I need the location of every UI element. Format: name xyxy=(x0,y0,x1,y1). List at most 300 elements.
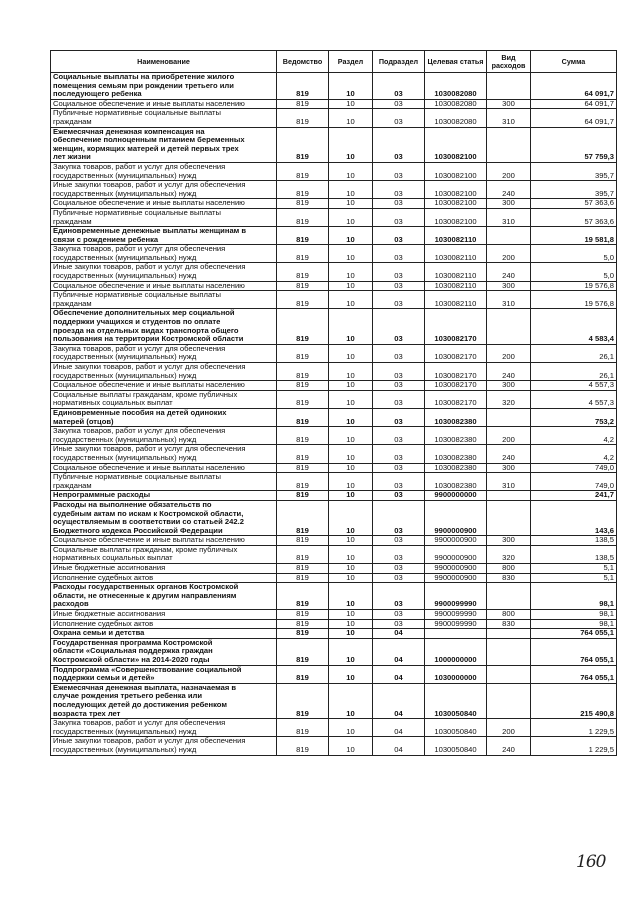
cell-subsection: 04 xyxy=(373,665,425,683)
cell-name-line: Исполнение судебных актов xyxy=(53,619,154,628)
cell-section: 10 xyxy=(329,309,373,344)
table-row xyxy=(51,109,617,127)
cell-section: 10 xyxy=(329,73,373,100)
cell-section: 10 xyxy=(329,564,373,574)
cell-name-line: нормативных социальных выплат xyxy=(53,398,173,408)
cell-name-line: Закупка товаров, работ и услуг для обеспечения xyxy=(53,426,226,436)
cell-subsection: 03 xyxy=(373,463,425,473)
cell-department: 819 xyxy=(277,610,329,620)
cell-expense-type: 240 xyxy=(487,445,531,463)
table-row xyxy=(51,99,617,109)
cell-name-line: гражданам xyxy=(53,480,92,490)
header-sum: Сумма xyxy=(531,51,617,73)
cell-expense-type xyxy=(487,583,531,610)
cell-subsection: 03 xyxy=(373,227,425,245)
cell-target-item: 1030082110 xyxy=(425,281,487,291)
cell-name-line: государственных (муниципальных) нужд xyxy=(53,188,197,198)
cell-expense-type: 240 xyxy=(487,263,531,281)
cell-name-line: государственных (муниципальных) нужд xyxy=(53,252,197,262)
cell-name-line: Закупка товаров, работ и услуг для обеспечения xyxy=(53,244,226,254)
cell-section: 10 xyxy=(329,381,373,391)
cell-expense-type xyxy=(487,665,531,683)
cell-name-line: Ежемесячная денежная выплата, назначаемая в xyxy=(53,683,237,692)
cell-sum: 5,0 xyxy=(531,263,617,281)
cell-name-line: Иные закупки товаров, работ и услуг для обеспечения xyxy=(53,180,246,190)
cell-sum: 57 759,3 xyxy=(531,127,617,162)
table-row xyxy=(51,583,617,610)
cell-subsection: 03 xyxy=(373,281,425,291)
cell-name-line: Публичные нормативные социальные выплаты xyxy=(53,108,221,118)
cell-target-item: 1000000000 xyxy=(425,638,487,665)
cell-section: 10 xyxy=(329,638,373,665)
cell-expense-type: 300 xyxy=(487,536,531,546)
table-row xyxy=(51,162,617,180)
cell-name-line: женщин, кормящих матерей и детей первых трех xyxy=(53,143,239,153)
table-row xyxy=(51,500,617,535)
header-subsection: Подраздел xyxy=(373,51,425,73)
cell-name-line: Обеспечение дополнительных мер социальной xyxy=(53,308,235,318)
cell-subsection: 03 xyxy=(373,473,425,491)
cell-section: 10 xyxy=(329,427,373,445)
cell-subsection: 03 xyxy=(373,491,425,501)
cell-name xyxy=(51,227,277,245)
table-row xyxy=(51,473,617,491)
cell-name-line: Публичные нормативные социальные выплаты xyxy=(53,290,221,300)
cell-target-item: 1030082110 xyxy=(425,263,487,281)
cell-expense-type: 300 xyxy=(487,463,531,473)
cell-subsection: 03 xyxy=(373,99,425,109)
cell-name xyxy=(51,162,277,180)
table-row xyxy=(51,381,617,391)
cell-name-line: Единовременные пособия на детей одиноких xyxy=(53,408,227,417)
cell-target-item: 1030082170 xyxy=(425,381,487,391)
cell-section: 10 xyxy=(329,463,373,473)
table-row xyxy=(51,181,617,199)
cell-target-item: 9900000900 xyxy=(425,573,487,583)
cell-section: 10 xyxy=(329,344,373,362)
cell-expense-type: 300 xyxy=(487,199,531,209)
cell-expense-type xyxy=(487,491,531,501)
cell-name xyxy=(51,500,277,535)
cell-name-line: Иные закупки товаров, работ и услуг для обеспечения xyxy=(53,736,246,746)
cell-name xyxy=(51,629,277,639)
cell-target-item: 1030082100 xyxy=(425,181,487,199)
cell-subsection: 03 xyxy=(373,181,425,199)
cell-department: 819 xyxy=(277,491,329,501)
cell-target-item: 1030050840 xyxy=(425,719,487,737)
cell-subsection: 03 xyxy=(373,408,425,426)
table-row xyxy=(51,245,617,263)
cell-name-line: Бюджетного кодекса Российской Федерации xyxy=(53,525,223,535)
header-section: Раздел xyxy=(329,51,373,73)
cell-target-item: 9900000000 xyxy=(425,491,487,501)
cell-sum: 4 557,3 xyxy=(531,381,617,391)
cell-name-line: государственных (муниципальных) нужд xyxy=(53,352,197,362)
cell-department: 819 xyxy=(277,245,329,263)
cell-name-line: Социальные выплаты на приобретение жилого xyxy=(53,72,235,81)
cell-section: 10 xyxy=(329,665,373,683)
cell-department: 819 xyxy=(277,583,329,610)
cell-name-line: обеспечение полноценным питанием беременных xyxy=(53,135,245,145)
cell-section: 10 xyxy=(329,263,373,281)
cell-name-line: государственных (муниципальных) нужд xyxy=(53,271,197,281)
cell-section: 10 xyxy=(329,445,373,463)
cell-sum: 64 091,7 xyxy=(531,99,617,109)
cell-name xyxy=(51,427,277,445)
cell-expense-type: 200 xyxy=(487,245,531,263)
cell-section: 10 xyxy=(329,500,373,535)
cell-department: 819 xyxy=(277,463,329,473)
cell-name-line: последующего ребенка xyxy=(53,89,142,99)
cell-subsection: 03 xyxy=(373,427,425,445)
cell-department: 819 xyxy=(277,445,329,463)
cell-target-item: 1030082380 xyxy=(425,463,487,473)
cell-name-line: матерей (отцов) xyxy=(53,416,114,426)
cell-name xyxy=(51,619,277,629)
cell-name-line: Расходы государственных органов Костромской xyxy=(53,582,239,592)
table-row xyxy=(51,281,617,291)
cell-name xyxy=(51,445,277,463)
cell-subsection: 03 xyxy=(373,291,425,309)
table-row xyxy=(51,291,617,309)
cell-expense-type: 800 xyxy=(487,564,531,574)
cell-target-item: 1030082380 xyxy=(425,427,487,445)
cell-name xyxy=(51,610,277,620)
cell-department: 819 xyxy=(277,473,329,491)
cell-expense-type: 240 xyxy=(487,737,531,755)
cell-name-line: государственных (муниципальных) нужд xyxy=(53,726,197,736)
cell-name xyxy=(51,583,277,610)
cell-target-item: 1030082170 xyxy=(425,344,487,362)
cell-name-line: Публичные нормативные социальные выплаты xyxy=(53,472,221,482)
cell-target-item: 9900000900 xyxy=(425,545,487,563)
cell-name xyxy=(51,291,277,309)
cell-sum: 395,7 xyxy=(531,181,617,199)
cell-target-item: 1030082080 xyxy=(425,99,487,109)
cell-name xyxy=(51,573,277,583)
cell-target-item: 1030082110 xyxy=(425,291,487,309)
cell-subsection: 03 xyxy=(373,500,425,535)
cell-subsection: 03 xyxy=(373,536,425,546)
cell-name-line: Государственная программа Костромской xyxy=(53,638,213,647)
cell-target-item: 1030082080 xyxy=(425,73,487,100)
cell-expense-type xyxy=(487,227,531,245)
cell-sum: 1 229,5 xyxy=(531,719,617,737)
cell-name-line: Подпрограмма «Совершенствование социальной xyxy=(53,665,242,674)
cell-target-item: 1030082080 xyxy=(425,109,487,127)
header-name: Наименование xyxy=(51,51,277,73)
cell-expense-type: 310 xyxy=(487,291,531,309)
table-row xyxy=(51,638,617,665)
cell-sum: 143,6 xyxy=(531,500,617,535)
cell-sum: 5,0 xyxy=(531,245,617,263)
cell-section: 10 xyxy=(329,208,373,226)
page-number: 160 xyxy=(576,852,606,872)
cell-name-line: Иные закупки товаров, работ и услуг для обеспечения xyxy=(53,262,246,272)
cell-expense-type: 300 xyxy=(487,99,531,109)
cell-subsection: 03 xyxy=(373,199,425,209)
cell-name-line: гражданам xyxy=(53,298,92,308)
cell-sum: 1 229,5 xyxy=(531,737,617,755)
cell-subsection: 04 xyxy=(373,638,425,665)
cell-name-line: поддержки учащихся и студентов по оплате xyxy=(53,317,221,327)
table-row xyxy=(51,390,617,408)
table-row xyxy=(51,309,617,344)
cell-name-line: Непрограммные расходы xyxy=(53,490,151,500)
cell-name-line: государственных (муниципальных) нужд xyxy=(53,452,197,462)
cell-department: 819 xyxy=(277,638,329,665)
cell-target-item: 1030082380 xyxy=(425,473,487,491)
cell-target-item: 1030082380 xyxy=(425,445,487,463)
cell-target-item: 1030082100 xyxy=(425,208,487,226)
cell-name-line: проезда на отдельных видах транспорта общего xyxy=(53,325,239,335)
cell-name-line: Единовременные денежные выплаты женщинам в xyxy=(53,226,247,236)
cell-subsection: 03 xyxy=(373,390,425,408)
table-row xyxy=(51,573,617,583)
cell-sum: 4 583,4 xyxy=(531,309,617,344)
cell-name-line: Охрана семьи и детства xyxy=(53,628,145,638)
cell-name-line: Иные бюджетные ассигнования xyxy=(53,609,166,619)
cell-sum: 98,1 xyxy=(531,619,617,629)
cell-subsection: 03 xyxy=(373,583,425,610)
cell-name-line: пользования на территории Костромской области xyxy=(53,334,244,344)
cell-name-line: Социальные выплаты гражданам, кроме публичных xyxy=(53,545,238,554)
cell-name xyxy=(51,281,277,291)
cell-target-item: 1030082100 xyxy=(425,127,487,162)
cell-sum: 5,1 xyxy=(531,573,617,583)
cell-subsection: 03 xyxy=(373,545,425,563)
cell-department: 819 xyxy=(277,573,329,583)
table-row xyxy=(51,536,617,546)
cell-sum: 19 576,8 xyxy=(531,291,617,309)
table-row xyxy=(51,263,617,281)
cell-target-item: 1030082100 xyxy=(425,199,487,209)
cell-name-line: возраста трех лет xyxy=(53,708,121,718)
cell-name-line: Ежемесячная денежная компенсация на xyxy=(53,127,205,136)
cell-name-line: Публичные нормативные социальные выплаты xyxy=(53,208,221,217)
cell-section: 10 xyxy=(329,363,373,381)
cell-subsection: 04 xyxy=(373,629,425,639)
cell-section: 10 xyxy=(329,245,373,263)
cell-subsection: 03 xyxy=(373,573,425,583)
cell-target-item: 1030050840 xyxy=(425,737,487,755)
cell-name-line: лет жизни xyxy=(53,152,91,162)
cell-expense-type: 320 xyxy=(487,390,531,408)
cell-sum: 395,7 xyxy=(531,162,617,180)
cell-section: 10 xyxy=(329,536,373,546)
cell-section: 10 xyxy=(329,737,373,755)
cell-name xyxy=(51,263,277,281)
cell-sum: 57 363,6 xyxy=(531,199,617,209)
cell-department: 819 xyxy=(277,99,329,109)
cell-name-line: гражданам xyxy=(53,116,92,126)
cell-expense-type: 830 xyxy=(487,573,531,583)
cell-expense-type: 320 xyxy=(487,545,531,563)
cell-sum: 764 055,1 xyxy=(531,638,617,665)
table-row xyxy=(51,629,617,639)
cell-name-line: Иные бюджетные ассигнования xyxy=(53,563,166,573)
cell-name-line: поддержки семьи и детей» xyxy=(53,673,155,683)
cell-name xyxy=(51,127,277,162)
cell-name-line: Закупка товаров, работ и услуг для обеспечения xyxy=(53,162,226,171)
cell-target-item: 9900099990 xyxy=(425,610,487,620)
cell-name xyxy=(51,665,277,683)
cell-name xyxy=(51,99,277,109)
cell-name-line: Костромской области» на 2014-2020 годы xyxy=(53,655,210,664)
cell-department: 819 xyxy=(277,500,329,535)
cell-name-line: последующих детей до достижения ребенком xyxy=(53,699,227,709)
cell-name-line: Социальные выплаты гражданам, кроме публичных xyxy=(53,390,238,399)
table-row xyxy=(51,564,617,574)
cell-expense-type: 310 xyxy=(487,208,531,226)
cell-name xyxy=(51,181,277,199)
cell-section: 10 xyxy=(329,109,373,127)
cell-name xyxy=(51,638,277,665)
cell-target-item: 9900099990 xyxy=(425,583,487,610)
cell-expense-type: 300 xyxy=(487,381,531,391)
cell-department: 819 xyxy=(277,408,329,426)
cell-section: 10 xyxy=(329,719,373,737)
cell-sum: 764 055,1 xyxy=(531,629,617,639)
cell-department: 819 xyxy=(277,619,329,629)
cell-sum: 764 055,1 xyxy=(531,665,617,683)
cell-department: 819 xyxy=(277,344,329,362)
cell-department: 819 xyxy=(277,536,329,546)
table-row xyxy=(51,683,617,718)
cell-target-item: 1030050840 xyxy=(425,683,487,718)
cell-section: 10 xyxy=(329,573,373,583)
cell-name-line: области «Социальная поддержка граждан xyxy=(53,646,213,656)
cell-expense-type xyxy=(487,629,531,639)
table-row xyxy=(51,344,617,362)
cell-name-line: Социальное обеспечение и иные выплаты населению xyxy=(53,535,245,545)
cell-sum: 98,1 xyxy=(531,583,617,610)
cell-section: 10 xyxy=(329,629,373,639)
table-row xyxy=(51,545,617,563)
cell-sum: 138,5 xyxy=(531,545,617,563)
cell-expense-type: 200 xyxy=(487,344,531,362)
cell-sum: 4,2 xyxy=(531,445,617,463)
cell-name-line: Иные закупки товаров, работ и услуг для обеспечения xyxy=(53,444,246,454)
cell-expense-type: 200 xyxy=(487,162,531,180)
cell-section: 10 xyxy=(329,683,373,718)
cell-subsection: 03 xyxy=(373,610,425,620)
cell-sum: 64 091,7 xyxy=(531,109,617,127)
table-row xyxy=(51,445,617,463)
cell-name xyxy=(51,109,277,127)
table-row xyxy=(51,610,617,620)
cell-expense-type xyxy=(487,638,531,665)
cell-name xyxy=(51,344,277,362)
cell-name-line: государственных (муниципальных) нужд xyxy=(53,170,197,180)
cell-expense-type xyxy=(487,500,531,535)
cell-department: 819 xyxy=(277,227,329,245)
cell-subsection: 03 xyxy=(373,73,425,100)
cell-name xyxy=(51,564,277,574)
cell-expense-type xyxy=(487,309,531,344)
header-department: Ведомство xyxy=(277,51,329,73)
cell-target-item: 1030082110 xyxy=(425,227,487,245)
cell-department: 819 xyxy=(277,545,329,563)
cell-expense-type xyxy=(487,127,531,162)
cell-name xyxy=(51,199,277,209)
cell-name-line: нормативных социальных выплат xyxy=(53,553,173,563)
cell-subsection: 03 xyxy=(373,445,425,463)
cell-department: 819 xyxy=(277,199,329,209)
table-row xyxy=(51,619,617,629)
cell-name-line: Социальное обеспечение и иные выплаты населению xyxy=(53,463,245,472)
cell-subsection: 03 xyxy=(373,109,425,127)
cell-name-line: гражданам xyxy=(53,216,92,226)
cell-department: 819 xyxy=(277,665,329,683)
cell-name-line: государственных (муниципальных) нужд xyxy=(53,434,197,444)
cell-section: 10 xyxy=(329,619,373,629)
cell-section: 10 xyxy=(329,99,373,109)
cell-section: 10 xyxy=(329,199,373,209)
cell-name xyxy=(51,208,277,226)
cell-subsection: 03 xyxy=(373,127,425,162)
cell-target-item: 1030082170 xyxy=(425,309,487,344)
table-row xyxy=(51,73,617,100)
table-row xyxy=(51,363,617,381)
cell-department: 819 xyxy=(277,263,329,281)
budget-table-sheet xyxy=(50,50,616,756)
cell-name-line: Закупка товаров, работ и услуг для обеспечения xyxy=(53,718,226,728)
cell-department: 819 xyxy=(277,629,329,639)
header-target-item: Целевая статья xyxy=(425,51,487,73)
cell-section: 10 xyxy=(329,583,373,610)
cell-sum: 26,1 xyxy=(531,344,617,362)
cell-department: 819 xyxy=(277,363,329,381)
cell-section: 10 xyxy=(329,610,373,620)
cell-target-item: 1030082170 xyxy=(425,390,487,408)
cell-target-item: 1030082380 xyxy=(425,408,487,426)
cell-sum: 19 581,8 xyxy=(531,227,617,245)
cell-department: 819 xyxy=(277,162,329,180)
cell-name xyxy=(51,309,277,344)
cell-name-line: области, не отнесенные к другим направлениям xyxy=(53,590,237,600)
cell-sum: 57 363,6 xyxy=(531,208,617,226)
cell-name xyxy=(51,545,277,563)
cell-expense-type: 200 xyxy=(487,719,531,737)
cell-section: 10 xyxy=(329,390,373,408)
cell-name xyxy=(51,245,277,263)
cell-section: 10 xyxy=(329,127,373,162)
cell-target-item: 9900000900 xyxy=(425,500,487,535)
cell-name-line: случае рождения третьего ребенка или xyxy=(53,691,202,701)
cell-sum: 26,1 xyxy=(531,363,617,381)
cell-target-item: 1030082170 xyxy=(425,363,487,381)
cell-subsection: 03 xyxy=(373,564,425,574)
cell-target-item: 1030000000 xyxy=(425,665,487,683)
cell-department: 819 xyxy=(277,109,329,127)
cell-section: 10 xyxy=(329,181,373,199)
table-row xyxy=(51,427,617,445)
cell-name-line: государственных (муниципальных) нужд xyxy=(53,744,197,754)
cell-sum: 64 091,7 xyxy=(531,73,617,100)
cell-name-line: Социальное обеспечение и иные выплаты населению xyxy=(53,281,245,290)
cell-name xyxy=(51,363,277,381)
cell-name xyxy=(51,719,277,737)
cell-name-line: Исполнение судебных актов xyxy=(53,573,154,582)
cell-department: 819 xyxy=(277,564,329,574)
table-body xyxy=(51,73,617,756)
cell-name-line: расходов xyxy=(53,599,89,609)
cell-department: 819 xyxy=(277,427,329,445)
cell-department: 819 xyxy=(277,127,329,162)
table-row xyxy=(51,408,617,426)
cell-expense-type: 310 xyxy=(487,473,531,491)
